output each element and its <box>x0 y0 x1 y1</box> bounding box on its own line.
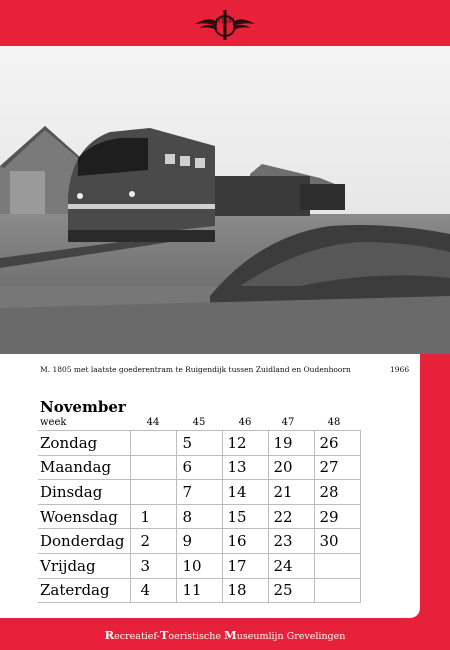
calendar-row <box>38 529 360 554</box>
date-cell: 20 <box>268 455 314 480</box>
calendar-row <box>38 578 360 603</box>
footer-word: ecreatief- <box>114 631 160 642</box>
footer-title <box>0 628 450 642</box>
footer-initial: T <box>159 628 169 642</box>
calendar-row <box>38 455 360 480</box>
footer-initial: R <box>104 628 115 642</box>
date-cell: 27 <box>314 455 360 480</box>
photo-year: 1966 <box>390 365 410 374</box>
date-cell: 9 <box>176 529 222 554</box>
logo-text: RTSM <box>215 18 235 25</box>
date-cell: 13 <box>222 455 268 480</box>
date-cell: 8 <box>176 504 222 529</box>
date-cell: 11 <box>176 578 222 603</box>
date-cell <box>314 553 360 578</box>
calendar-row <box>38 553 360 578</box>
date-cell: 24 <box>268 553 314 578</box>
date-cell: 25 <box>268 578 314 603</box>
weekday-label: Dinsdag <box>38 480 130 505</box>
calendar-row <box>38 431 360 456</box>
footer-initial: M <box>223 628 237 642</box>
week-number: 45 <box>192 417 206 428</box>
week-number: 46 <box>238 417 252 428</box>
date-cell: 29 <box>314 504 360 529</box>
date-cell: 2 <box>130 529 176 554</box>
date-cell: 18 <box>222 578 268 603</box>
date-cell: 15 <box>222 504 268 529</box>
date-cell: 26 <box>314 431 360 456</box>
date-cell: 21 <box>268 480 314 505</box>
calendar-row <box>38 504 360 529</box>
date-cell: 14 <box>222 480 268 505</box>
calendar-row <box>38 480 360 505</box>
date-cell: 3 <box>130 553 176 578</box>
date-cell: 6 <box>176 455 222 480</box>
weekday-label: Vrijdag <box>38 553 130 578</box>
date-cell: 5 <box>176 431 222 456</box>
date-cell: 16 <box>222 529 268 554</box>
weekday-label: Zaterdag <box>38 578 130 603</box>
week-label: week <box>40 417 67 428</box>
date-cell: 22 <box>268 504 314 529</box>
date-cell: 28 <box>314 480 360 505</box>
weekday-label: Woensdag <box>38 504 130 529</box>
photo-caption: M. 1805 met laatste goederentram te Ruigendijk tussen Zuidland en Oudenhoorn <box>40 365 351 374</box>
date-cell: 12 <box>222 431 268 456</box>
footer-word: oeristische <box>168 631 224 642</box>
date-cell: 4 <box>130 578 176 603</box>
date-cell <box>130 431 176 456</box>
date-cell: 7 <box>176 480 222 505</box>
footer-word: useumlijn <box>236 631 287 642</box>
date-cell: 17 <box>222 553 268 578</box>
week-number: 44 <box>146 417 160 428</box>
month-title: November <box>40 398 126 416</box>
tram-photo <box>0 46 450 354</box>
date-cell: 30 <box>314 529 360 554</box>
date-cell: 10 <box>176 553 222 578</box>
date-cell <box>130 455 176 480</box>
date-cell: 23 <box>268 529 314 554</box>
footer-word: Grevelingen <box>286 631 346 642</box>
calendar-grid <box>38 430 361 603</box>
weekday-label: Donderdag <box>38 529 130 554</box>
date-cell <box>130 480 176 505</box>
date-cell <box>314 578 360 603</box>
date-cell: 19 <box>268 431 314 456</box>
winged-wheel-logo-icon <box>193 6 257 44</box>
week-number: 47 <box>281 417 295 428</box>
date-cell: 1 <box>130 504 176 529</box>
weekday-label: Maandag <box>38 455 130 480</box>
weekday-label: Zondag <box>38 431 130 456</box>
week-number: 48 <box>327 417 341 428</box>
